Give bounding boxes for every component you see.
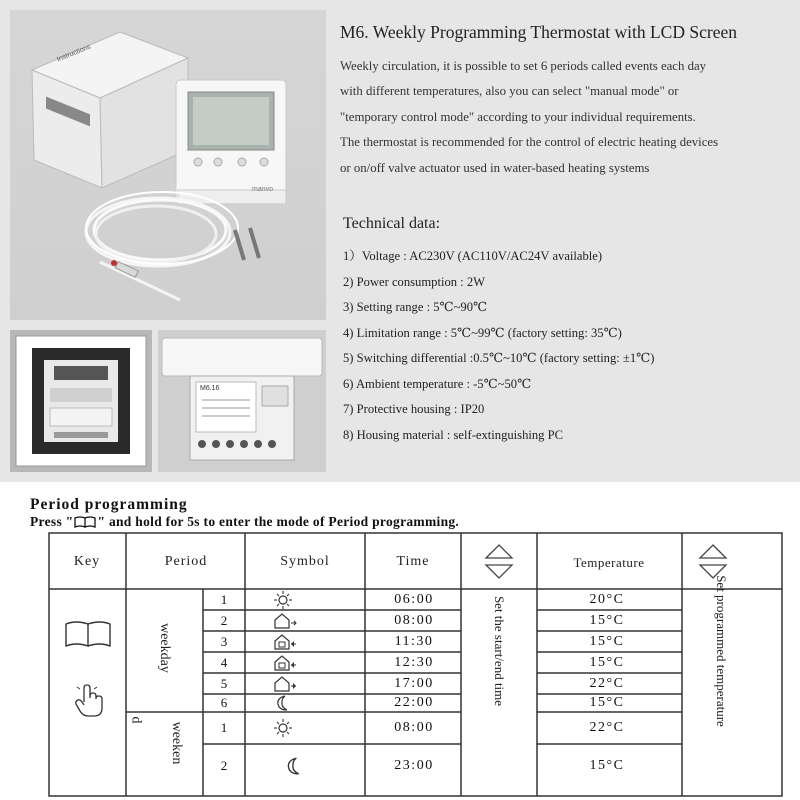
spec-item: 3) Setting range : 5℃~90℃: [343, 300, 488, 314]
period-time: 06:00: [394, 592, 434, 607]
set-time-label: Set the start/end time: [492, 595, 507, 707]
house-return-icon: [272, 655, 298, 671]
technical-heading: Technical data:: [343, 215, 441, 232]
brand-logo: manvo: [252, 186, 274, 193]
period-temperature: 15°C: [589, 695, 625, 710]
header-symbol: Symbol: [280, 554, 330, 569]
moon-icon: [284, 757, 302, 775]
period-temperature: 15°C: [589, 758, 625, 773]
spec-item: 7) Protective housing : IP20: [343, 402, 485, 416]
description-line: Weekly circulation, it is possible to set 6 periods called events each day: [340, 59, 707, 73]
period-time: 12:30: [394, 655, 434, 670]
period-number: 1: [220, 592, 228, 607]
period-number: 5: [220, 676, 228, 691]
spec-item: 5) Switching differential :0.5℃~10℃ (factory setting: ±1℃): [343, 351, 655, 365]
box-label: Instructions: [55, 43, 92, 64]
period-title: Period programming: [30, 496, 188, 513]
spec-item: 2) Power consumption : 2W: [343, 274, 486, 289]
header-key: Key: [73, 554, 101, 569]
label-model: M6.16: [200, 385, 220, 392]
period-temperature: 20°C: [589, 592, 625, 607]
period-temperature: 22°C: [589, 720, 625, 735]
product-description: [340, 54, 792, 181]
header-period: Period: [164, 554, 208, 569]
period-instruction: [30, 514, 459, 530]
side-view-photo: [158, 330, 326, 472]
period-time: 11:30: [394, 634, 434, 649]
period-time: 23:00: [394, 758, 434, 773]
period-temperature: 15°C: [589, 634, 625, 649]
period-time: 17:00: [394, 676, 434, 691]
back-view-photo: [10, 330, 152, 472]
book-key-icon: [64, 620, 112, 648]
weekend-label-tail: d: [128, 716, 144, 724]
house-leave-icon: [272, 613, 298, 629]
period-number: 2: [220, 758, 228, 773]
period-number: 3: [220, 634, 228, 649]
weekday-label: weekday: [157, 623, 172, 673]
spec-item: 1）Voltage : AC230V (AC110V/AC24V available): [343, 249, 603, 263]
description-line: The thermostat is recommended for the control of electric heating devices: [340, 135, 719, 150]
spec-item: 8) Housing material : self-extinguishing PC: [343, 427, 564, 442]
house-return-icon: [272, 634, 298, 650]
period-time: 08:00: [394, 613, 434, 628]
description-line: with different temperatures, also you can select "manual mode" or: [340, 84, 679, 99]
weekend-label: weeken: [169, 721, 184, 765]
spec-list: [343, 244, 654, 448]
hand-press-icon: [74, 684, 104, 718]
header-time: Time: [396, 554, 430, 569]
period-number: 6: [220, 695, 228, 710]
house-leave-icon: [272, 676, 298, 692]
period-number: 1: [220, 720, 228, 735]
header-temperature: Temperature: [573, 555, 645, 570]
moon-icon: [274, 695, 290, 711]
product-photo: [10, 10, 326, 320]
period-time: 08:00: [394, 720, 434, 735]
description-line: "temporary control mode" according to your individual requirements.: [340, 109, 696, 124]
description-line: or on/off valve actuator used in water-based heating systems: [340, 160, 650, 175]
period-number: 2: [220, 613, 228, 628]
product-title: M6. Weekly Programming Thermostat with LCD Screen: [340, 22, 737, 42]
instruction-end: " and hold for 5s to enter the mode of Period programming.: [97, 514, 460, 529]
sun-icon: [272, 719, 294, 737]
spec-item: 6) Ambient temperature : -5℃~50℃: [343, 376, 532, 391]
instruction-start: Press ": [30, 514, 74, 529]
spec-item: 4) Limitation range : 5℃~99℃ (factory setting: 35℃): [343, 325, 622, 340]
set-temperature-label: Set programmed temperature: [714, 575, 729, 727]
period-temperature: 15°C: [589, 655, 625, 670]
period-time: 22:00: [394, 695, 434, 710]
book-icon: [74, 516, 96, 528]
sun-icon: [272, 591, 294, 609]
period-temperature: 15°C: [589, 613, 625, 628]
period-temperature: 22°C: [589, 676, 625, 691]
period-number: 4: [220, 655, 228, 670]
